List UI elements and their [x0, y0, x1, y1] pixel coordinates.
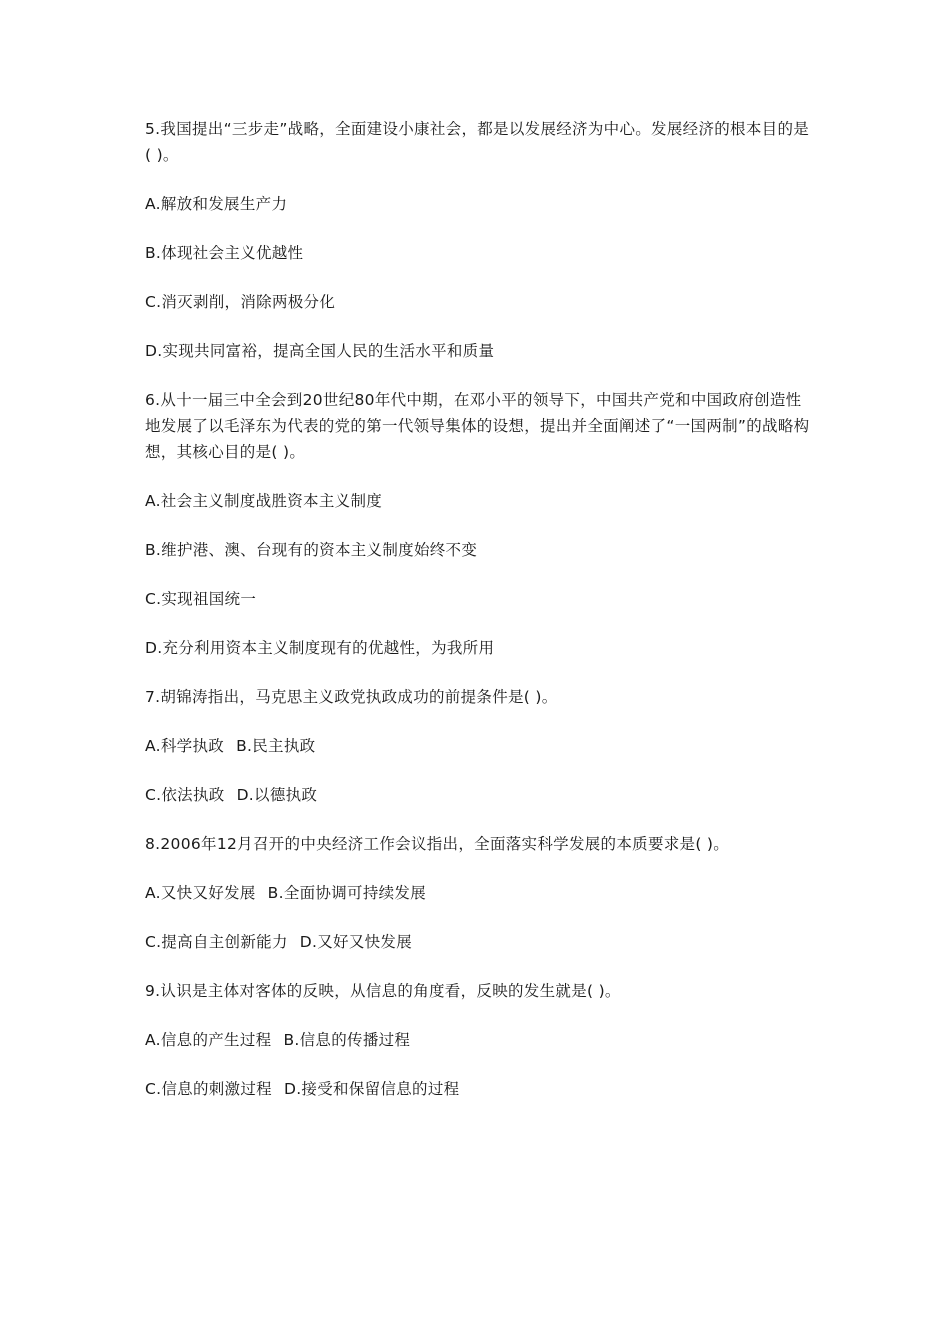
question-7-option-a: A.科学执政 — [145, 737, 225, 755]
question-5-option-a: A.解放和发展生产力 — [145, 195, 288, 213]
question-8-option-a: A.又快又好发展 — [145, 884, 256, 902]
question-7-option-c: C.依法执政 — [145, 786, 225, 804]
question-7-option-d: D.以德执政 — [236, 786, 318, 804]
question-7-options-row-1 — [145, 733, 810, 759]
question-8-stem: 8.2006年12月召开的中央经济工作会议指出，全面落实科学发展的本质要求是( )。 — [145, 835, 730, 853]
question-5-option-c: C.消灭剥削，消除两极分化 — [145, 293, 336, 311]
question-6-option-d: D.充分利用资本主义制度现有的优越性，为我所用 — [145, 639, 495, 657]
question-6-option-b: B.维护港、澳、台现有的资本主义制度始终不变 — [145, 541, 478, 559]
question-9-option-d: D.接受和保留信息的过程 — [283, 1080, 460, 1098]
question-8-option-c: C.提高自主创新能力 — [145, 933, 288, 951]
question-5-option-d: D.实现共同富裕，提高全国人民的生活水平和质量 — [145, 342, 495, 360]
document-body — [145, 116, 810, 1125]
question-5-stem: 5.我国提出“三步走”战略，全面建设小康社会，都是以发展经济为中心。发展经济的根本目的是( )。 — [145, 120, 810, 164]
question-7-option-b: B.民主执政 — [236, 737, 316, 755]
question-5-option-b: B.体现社会主义优越性 — [145, 244, 304, 262]
question-9-option-a: A.信息的产生过程 — [145, 1031, 272, 1049]
question-8-option-d: D.又好又快发展 — [299, 933, 413, 951]
question-8-option-b: B.全面协调可持续发展 — [267, 884, 427, 902]
question-6-stem: 6.从十一届三中全会到20世纪80年代中期，在邓小平的领导下，中国共产党和中国政府创造性地发展了以毛泽东为代表的党的第一代领导集体的设想，提出并全面阐述了“一国两制”的战略构想，其核心目的是( )。 — [145, 391, 810, 461]
question-9-stem: 9.认识是主体对客体的反映，从信息的角度看，反映的发生就是( )。 — [145, 982, 621, 1000]
question-9-options-row-2 — [145, 1076, 810, 1102]
question-7-options-row-2 — [145, 782, 810, 808]
question-6-option-a: A.社会主义制度战胜资本主义制度 — [145, 492, 383, 510]
question-6-option-c: C.实现祖国统一 — [145, 590, 257, 608]
question-8-options-row-2 — [145, 929, 810, 955]
question-7-stem: 7.胡锦涛指出，马克思主义政党执政成功的前提条件是( )。 — [145, 688, 558, 706]
question-9-option-b: B.信息的传播过程 — [283, 1031, 411, 1049]
question-9-options-row-1 — [145, 1027, 810, 1053]
question-9-option-c: C.信息的刺激过程 — [145, 1080, 272, 1098]
question-8-options-row-1 — [145, 880, 810, 906]
